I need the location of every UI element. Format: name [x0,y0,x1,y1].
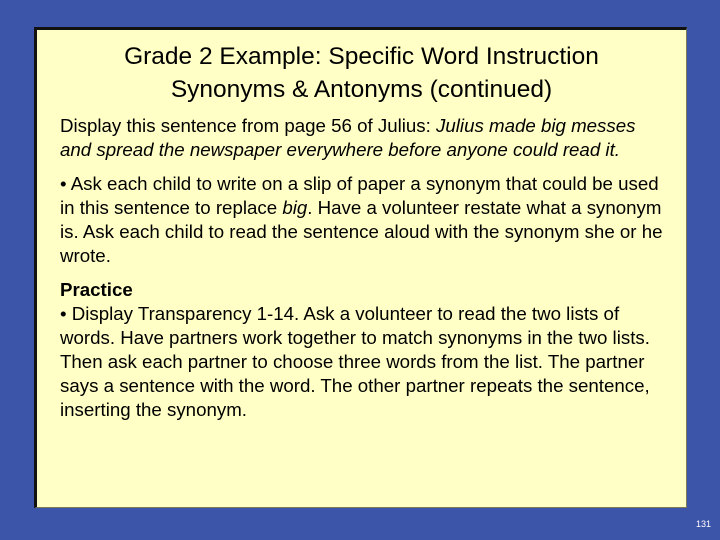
practice-heading: Practice [60,279,133,300]
paragraph-synonym-instruction [60,172,670,268]
practice-text: • Display Transparency 1-14. Ask a volunteer to read the two lists of words. Have partners work together to match synonyms in the two lists. Then ask each partner to choose three words from the list. The partner says a sentence with the word. The other partner repeats the sentence, inserting the synonym. [60,303,650,420]
paragraph-practice [60,278,670,422]
paragraph-intro: Display this sentence from page 56 of Julius: [60,115,437,136]
slide-title [37,40,686,106]
instruction-text-after: . Have a volunteer restate what a synonym is. Ask each child to read the sentence aloud with the synonym she or he wrote. [60,197,663,266]
quoted-sentence: Julius made big messes and spread the newspaper everywhere before anyone could read it. [60,115,636,160]
paragraph-display-sentence [60,114,670,162]
slide-body [60,114,670,422]
target-word: big [282,197,308,218]
title-line-1: Grade 2 Example: Specific Word Instruction [124,43,599,70]
slide-number: 131 [695,519,711,529]
slide-panel [34,27,687,508]
instruction-text-before: • Ask each child to write on a slip of paper a synonym that could be used in this sentence to replace [60,173,659,218]
title-line-2: Synonyms & Antonyms (continued) [170,76,553,103]
